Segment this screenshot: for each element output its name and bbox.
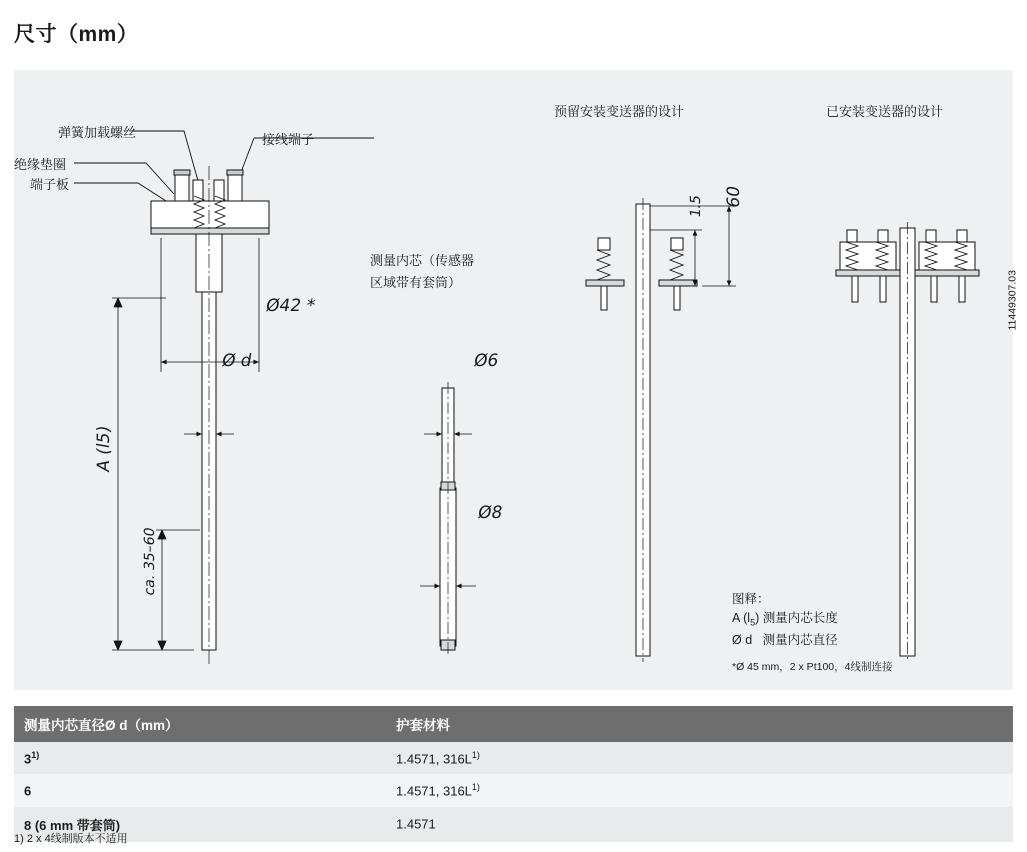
cell-material-value: 1.4571 bbox=[396, 815, 436, 831]
dim-height-60: 60 bbox=[724, 184, 744, 210]
cell-material bbox=[386, 774, 1013, 806]
legend-item-diameter bbox=[732, 631, 892, 650]
table-row bbox=[14, 807, 1013, 842]
cell-material-value: 1.4571, 316L bbox=[396, 783, 472, 799]
view-title-insert-with-sleeve-line1: 测量内芯（传感器 bbox=[370, 253, 475, 268]
view-title-prepared-for-transmitter: 预留安装变送器的设计 bbox=[554, 104, 685, 119]
header-diameter: 测量内芯直径Ø d（mm） bbox=[14, 706, 386, 742]
cell-material-footnote: 1) bbox=[471, 750, 480, 760]
table-header-row bbox=[14, 706, 1013, 742]
cell-material-footnote: 1) bbox=[471, 782, 480, 793]
cell-diameter bbox=[14, 774, 386, 806]
table-row bbox=[14, 774, 1013, 806]
spec-table bbox=[14, 706, 1013, 842]
dim-insert-length: A (l5) bbox=[94, 424, 114, 474]
legend-heading: 图释： bbox=[732, 592, 770, 606]
legend-text-length: 测量内芯长度 bbox=[762, 611, 838, 626]
callout-connection-terminal: 接线端子 bbox=[262, 132, 315, 147]
view-title-insert-with-sleeve-line2: 区域带有套筒） bbox=[370, 275, 462, 290]
legend-item-length bbox=[732, 609, 892, 630]
cell-diameter-value: 3 bbox=[24, 751, 32, 767]
cell-material-value: 1.4571, 316L bbox=[396, 751, 472, 767]
dim-sheath-d6: Ø6 bbox=[472, 351, 500, 371]
dimension-drawing-panel bbox=[14, 70, 1019, 690]
view-title-with-transmitter: 已安装变送器的设计 bbox=[826, 104, 944, 119]
cell-material bbox=[386, 807, 1013, 842]
legend-symbol-a: A $(l_5)$ bbox=[732, 611, 760, 628]
dim-immersion-ca: ca. 35–60 bbox=[142, 526, 158, 597]
dim-sheath-d8: Ø8 bbox=[476, 503, 504, 523]
callout-terminal-block: 端子板 bbox=[30, 177, 70, 192]
callout-spring-loaded-screw: 弹簧加载螺丝 bbox=[58, 125, 137, 140]
header-material: 护套材料 bbox=[386, 706, 1013, 742]
cell-diameter-value: 8 (6 mm 带套筒) bbox=[24, 817, 121, 833]
legend-note: *Ø 45 mm，2 x Pt100，4线制连接 bbox=[732, 661, 893, 674]
cell-diameter-footnote: 1) bbox=[31, 750, 40, 760]
page-title: 尺寸（mm） bbox=[14, 23, 139, 46]
table-row bbox=[14, 742, 1013, 774]
drawing-code: 11449307.03 bbox=[1007, 270, 1019, 331]
dim-gap-1-5: 1.5 bbox=[688, 193, 704, 219]
page-footnote: 1) 2 x 4线制版本不适用 bbox=[14, 833, 128, 845]
dim-insert-diameter: Ø d bbox=[220, 351, 254, 371]
legend-block bbox=[732, 590, 892, 675]
cell-diameter bbox=[14, 742, 386, 774]
cell-material bbox=[386, 742, 1013, 774]
callout-insulating-washer: 绝缘垫圈 bbox=[14, 157, 67, 172]
dim-flange-diameter: Ø42 * bbox=[264, 296, 317, 316]
legend-symbol-d: Ø d bbox=[732, 632, 753, 647]
cell-diameter-value: 6 bbox=[24, 783, 32, 799]
legend-text-diameter: 测量内芯直径 bbox=[762, 632, 838, 647]
